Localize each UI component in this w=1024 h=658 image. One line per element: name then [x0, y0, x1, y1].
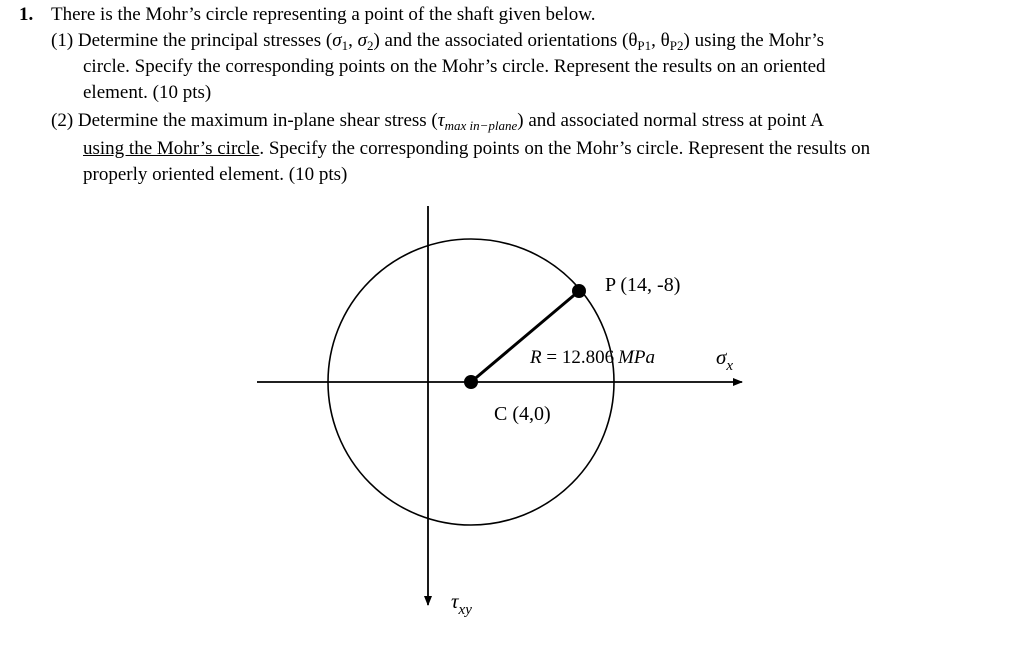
- radius-label: R = 12.806 MPa: [530, 347, 656, 368]
- center-c-label: C (4,0): [494, 403, 551, 425]
- tau-sub: max in−plane: [444, 118, 518, 133]
- radius-line: [471, 291, 579, 382]
- tau-xy-symbol: τ: [451, 589, 459, 613]
- radius-value: = 12.806: [541, 347, 615, 368]
- part1-line2: circle. Specify the corresponding points on the Mohr’s circle. Represent the results on an oriented: [83, 56, 826, 77]
- part2-line2-rest: . Specify the corresponding points on the Mohr’s circle. Represent the results on: [259, 138, 871, 159]
- theta-symbol: θ: [628, 30, 638, 51]
- part1-text-b: ) and the associated orientations (: [373, 30, 629, 51]
- sigma-x-label: [716, 345, 733, 374]
- part2-line3: properly oriented element. (10 pts): [83, 164, 348, 185]
- sigma-symbol: σ: [332, 30, 342, 51]
- theta-symbol-2: θ: [660, 30, 670, 51]
- part1-text-c: ) using the Mohr’s: [683, 30, 825, 51]
- tau-xy-sub: xy: [458, 602, 472, 618]
- question-number: 1.: [19, 4, 34, 25]
- center-point-c: [464, 375, 478, 389]
- sep-1: ,: [348, 30, 358, 51]
- part2-text-a: Determine the maximum in-plane shear stress (: [77, 110, 438, 131]
- sigma-x-sub: x: [726, 358, 734, 374]
- part1-label: (1): [51, 30, 74, 51]
- part1-line3: element. (10 pts): [83, 82, 212, 103]
- part2-underlined: using the Mohr’s circle: [83, 138, 260, 159]
- tau-xy-label: [451, 589, 472, 618]
- part2-text-b: ) and associated normal stress at point A: [517, 110, 824, 131]
- theta-sub-p1: P1: [637, 38, 652, 53]
- theta-sub-p2: P2: [669, 38, 684, 53]
- tau-symbol: τ: [437, 110, 445, 131]
- sigma-symbol-2: σ: [357, 30, 367, 51]
- point-p-label: P (14, -8): [605, 274, 681, 296]
- sigma-sub-2: 2: [366, 38, 374, 53]
- question-intro: There is the Mohr’s circle representing a point of the shaft given below.: [51, 4, 596, 25]
- part1-text-a: Determine the principal stresses (: [77, 30, 333, 51]
- point-p: [572, 284, 586, 298]
- sigma-x-symbol: σ: [716, 345, 727, 369]
- sep-2: ,: [651, 30, 661, 51]
- radius-unit: MPa: [618, 347, 656, 368]
- sigma-sub-1: 1: [341, 38, 349, 53]
- part2-label: (2): [51, 110, 74, 131]
